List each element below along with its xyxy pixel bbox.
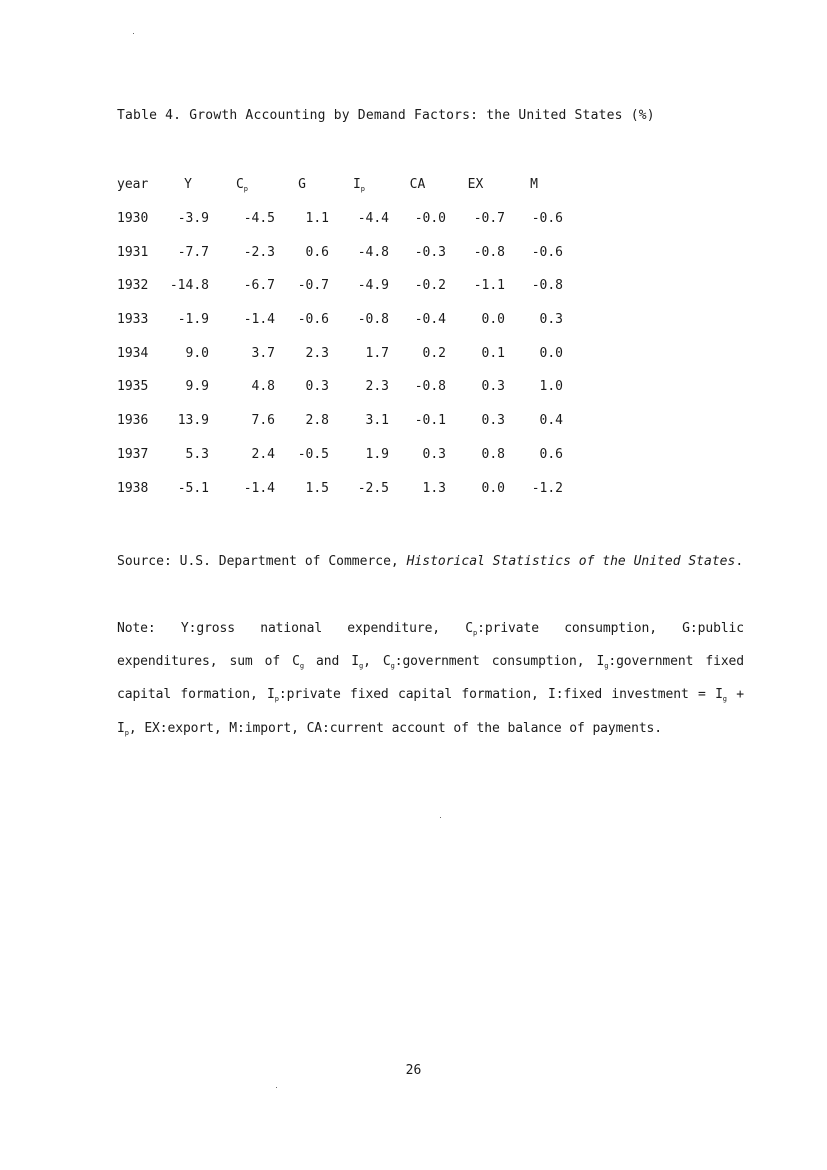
cell-year: 1935 [117, 379, 149, 395]
note-text: + I [117, 687, 744, 736]
cell-y: 9.9 [185, 379, 209, 395]
table-header-row [108, 168, 563, 202]
note-text: Note: Y:gross national expenditure, C [117, 621, 474, 636]
cell-ip: -2.5 [357, 480, 389, 496]
cell-y: -7.7 [177, 244, 209, 260]
table-row [108, 438, 563, 472]
cell-y: -3.9 [177, 211, 209, 227]
cell-ip: 1.9 [365, 446, 389, 462]
definitions-note [117, 612, 744, 745]
cell-ca: -0.3 [414, 244, 446, 260]
cell-ex: -0.8 [473, 244, 505, 260]
cell-cp: 3.7 [251, 345, 275, 361]
cell-g: 1.5 [305, 480, 329, 496]
cell-cp: 7.6 [251, 413, 275, 429]
note-subscript: g [299, 662, 305, 671]
table-title: Table 4. Growth Accounting by Demand Factors: the United States (%) [117, 108, 655, 123]
note-text: :government fixed capital formation, I [117, 654, 744, 703]
cell-ip: 1.7 [365, 345, 389, 361]
table-row [108, 471, 563, 505]
source-title: Historical Statistics of the United States [406, 554, 736, 569]
cell-year: 1936 [117, 413, 149, 429]
cell-cp: -1.4 [243, 480, 275, 496]
cell-ex: -0.7 [473, 211, 505, 227]
cell-year: 1931 [117, 244, 149, 260]
table-row [108, 202, 563, 236]
note-subscript: p [473, 629, 478, 637]
cell-ip: 3.1 [365, 413, 389, 429]
note-text: , C [363, 654, 391, 670]
cell-y: 5.3 [185, 446, 209, 462]
cell-m: -0.6 [531, 211, 563, 227]
cell-year: 1933 [117, 312, 149, 328]
header-m: M [530, 177, 538, 193]
note-text: :government consumption, I [394, 654, 605, 670]
table-row [108, 303, 563, 337]
header-ip [329, 168, 389, 202]
cell-y: 9.0 [185, 345, 209, 361]
cell-ex: 0.3 [481, 379, 505, 395]
scan-speck [133, 33, 134, 34]
header-ca: CA [409, 177, 426, 193]
note-subscript: p [274, 695, 279, 704]
cell-ip: -0.8 [357, 312, 389, 328]
cell-m: -1.2 [531, 480, 563, 496]
table-row [108, 269, 563, 303]
cell-ip: -4.9 [357, 278, 389, 294]
growth-accounting-table [108, 168, 563, 505]
source-note [117, 545, 744, 579]
cell-m: 0.0 [539, 345, 563, 361]
header-ex: EX [467, 177, 484, 193]
cell-ca: -0.4 [414, 312, 446, 328]
cell-g: 2.8 [305, 413, 329, 429]
cell-g: 0.3 [305, 379, 329, 395]
cell-m: -0.6 [531, 244, 563, 260]
cell-cp: -2.3 [243, 244, 275, 260]
scan-speck [276, 1087, 277, 1088]
cell-cp: -6.7 [243, 278, 275, 294]
cell-cp: -1.4 [243, 312, 275, 328]
cell-m: 0.6 [539, 446, 563, 462]
header-year: year [117, 177, 149, 193]
cell-year: 1937 [117, 446, 149, 462]
note-subscript: g [604, 662, 609, 671]
header-cp-main: C [235, 177, 244, 193]
header-ip-sub: p [360, 185, 366, 194]
cell-cp: 4.8 [251, 379, 275, 395]
cell-ex: 0.8 [481, 446, 505, 462]
cell-year: 1930 [117, 211, 149, 227]
cell-m: -0.8 [531, 278, 563, 294]
source-prefix: Source: U.S. Department of Commerce, [117, 554, 407, 569]
header-y: Y [184, 177, 192, 193]
note-subscript: p [124, 728, 129, 737]
header-ip-main: I [352, 177, 361, 193]
scan-speck [440, 817, 441, 818]
cell-g: 1.1 [305, 211, 329, 227]
note-subscript: g [390, 662, 395, 671]
cell-ca: -0.2 [414, 278, 446, 294]
cell-m: 0.4 [539, 413, 563, 429]
cell-m: 0.3 [539, 312, 563, 328]
header-cp-sub: p [243, 185, 249, 194]
note-text: and I [304, 654, 359, 670]
cell-ca: -0.0 [414, 211, 446, 227]
cell-y: -1.9 [177, 312, 209, 328]
cell-g: 2.3 [305, 345, 329, 361]
cell-cp: 2.4 [251, 446, 275, 462]
cell-g: -0.6 [297, 312, 329, 328]
cell-ex: 0.0 [481, 312, 505, 328]
cell-ex: 0.1 [481, 345, 505, 361]
table-row [108, 235, 563, 269]
cell-year: 1934 [117, 345, 149, 361]
header-g: G [298, 177, 306, 193]
cell-cp: -4.5 [243, 211, 275, 227]
cell-g: -0.7 [297, 278, 329, 294]
cell-ca: 0.2 [422, 345, 446, 361]
page-number: 26 [405, 1063, 422, 1078]
cell-ca: 1.3 [422, 480, 446, 496]
note-text: , EX:export, M:import, CA:current account of the balance of payments. [128, 720, 662, 736]
cell-g: 0.6 [305, 244, 329, 260]
cell-ca: -0.1 [414, 413, 446, 429]
cell-ca: 0.3 [422, 446, 446, 462]
note-subscript: g [722, 695, 727, 704]
cell-ex: 0.0 [481, 480, 505, 496]
source-suffix: . [735, 554, 744, 569]
note-text: :private consumption, G:public expenditures, sum of C [117, 621, 744, 670]
cell-m: 1.0 [539, 379, 563, 395]
table-row [108, 336, 563, 370]
cell-year: 1938 [117, 480, 149, 496]
note-subscript: g [358, 662, 364, 671]
header-cp [209, 168, 275, 202]
cell-ca: -0.8 [414, 379, 446, 395]
cell-year: 1932 [117, 278, 149, 294]
table-row [108, 370, 563, 404]
cell-ip: -4.4 [357, 211, 389, 227]
note-text: :private fixed capital formation, I:fixed investment = I [278, 687, 723, 703]
cell-y: -5.1 [177, 480, 209, 496]
cell-ip: 2.3 [365, 379, 389, 395]
cell-y: 13.9 [177, 413, 209, 429]
cell-y: -14.8 [169, 278, 209, 294]
cell-g: -0.5 [297, 446, 329, 462]
table-row [108, 404, 563, 438]
cell-ex: -1.1 [473, 278, 505, 294]
cell-ex: 0.3 [481, 413, 505, 429]
cell-ip: -4.8 [357, 244, 389, 260]
